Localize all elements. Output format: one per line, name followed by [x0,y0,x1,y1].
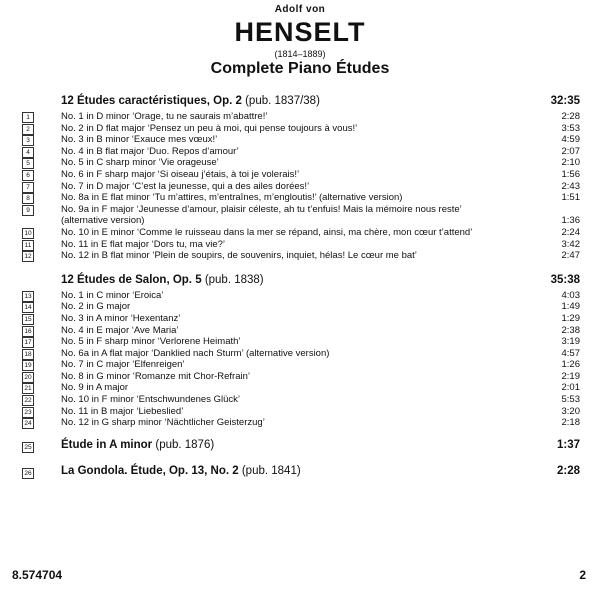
track-row [22,359,580,371]
section-title: 12 Études de Salon, Op. 5 [61,273,202,286]
track-row [22,169,580,181]
single-track-duration: 2:28 [556,464,580,477]
track-number: 3 [22,135,34,146]
track-row [22,336,580,348]
track-title: No. 8 in G minor ‘Romanze mit Chor-Refrain’ [61,370,251,382]
track-title: No. 3 in B minor ‘Exauce mes vœux!’ [61,134,218,146]
track-row [22,382,580,394]
track-listing [22,95,580,481]
track-row [22,157,580,169]
track-duration: 4:59 [561,134,580,146]
track-number: 1 [22,112,34,123]
track-title: No. 2 in G major [61,301,131,313]
track-duration: 2:28 [561,111,580,122]
track-row [22,371,580,383]
track-number: 9 [22,205,34,216]
track-number: 7 [22,182,34,193]
single-track [22,439,580,455]
track-duration: 2:43 [561,180,580,192]
track-row [22,313,580,325]
track-number: 13 [22,291,34,302]
track-row [22,348,580,360]
section-title: 12 Études caractéristiques, Op. 2 [61,95,242,107]
track-number: 18 [22,349,34,360]
track-duration: 4:57 [561,347,580,359]
track-row [22,227,580,239]
track-title: No. 10 in F minor ‘Entschwundenes Glück’ [61,394,240,406]
track-row [22,204,580,227]
track-number: 8 [22,193,34,204]
single-track-pub: (pub. 1841) [241,464,301,477]
track-title: No. 12 in B flat minor ‘Plein de soupirs, de souvenirs, inquiet, hélas! Le cœur me bat’ [61,250,417,262]
track-duration: 3:19 [561,336,580,348]
single-track-title: Étude in A minor [61,438,153,451]
single-track-title: La Gondola. Étude, Op. 13, No. 2 [61,464,239,477]
single-track [22,465,580,481]
track-duration: 1:56 [561,168,580,180]
track-title: No. 1 in C minor ‘Eroica’ [61,289,164,301]
page-number: 2 [579,568,586,582]
album-title: Complete Piano Études [210,60,390,77]
section-total-duration: 32:35 [550,95,580,107]
track-row [22,181,580,193]
track-title: No. 8a in E flat minor ‘Tu m’attires, m’entraînes, m’engloutis!’ (alternative version) [61,192,403,204]
track-duration: 2:18 [561,417,580,429]
track-row [22,406,580,418]
catalog-number: 8.574704 [12,568,63,582]
track-number: 15 [22,314,34,325]
track-title: No. 4 in B flat major ‘Duo. Repos d’amour’ [61,145,239,157]
track-title: No. 10 in E minor ‘Comme le ruisseau dans la mer se répand, ainsi, ma chère, mon cœur t’attend’ [61,226,473,238]
track-duration: 3:53 [561,122,580,134]
track-number: 24 [22,418,34,429]
track-title: No. 5 in F sharp minor ‘Verlorene Heimath’ [61,336,241,348]
section-heading [61,95,580,111]
track-row [22,301,580,313]
track-number: 16 [22,326,34,337]
track-duration: 3:20 [561,405,580,417]
track-number: 4 [22,147,34,158]
section-tracks [22,290,580,429]
section-pub: (pub. 1838) [204,273,264,286]
track-title: No. 3 in A minor ‘Hexentanz’ [61,312,181,324]
track-number: 5 [22,158,34,169]
track-number: 21 [22,383,34,394]
track-title: No. 2 in D flat major ‘Pensez un peu à moi, qui pense toujours à vous!’ [61,122,358,134]
track-duration: 2:10 [561,157,580,169]
track-number: 17 [22,337,34,348]
section-total-duration: 35:38 [550,273,580,286]
track-duration: 2:24 [561,226,580,238]
track-duration: 1:29 [561,312,580,324]
track-duration: 5:53 [561,394,580,406]
single-track-pub: (pub. 1876) [155,438,215,451]
track-duration: 2:19 [561,370,580,382]
track-title: No. 7 in C major ‘Elfenreigen’ [61,359,185,371]
single-track-duration: 1:37 [556,438,580,451]
track-row [22,111,580,123]
track-duration: 3:42 [561,238,580,250]
track-row [22,250,580,262]
track-title: No. 9a in F major ‘Jeunesse d’amour, plaisir céleste, ah tu t’enfuis! Mais la mémoire nous reste’ (alternative version) [61,203,462,227]
track-duration: 2:01 [561,382,580,394]
track-row [22,417,580,429]
track-number: 2 [22,124,34,135]
section-tracks [22,111,580,262]
track-title: No. 11 in B major ‘Liebeslied’ [61,405,184,417]
track-title: No. 9 in A major [61,382,129,394]
track-title: No. 11 in E flat major ‘Dors tu, ma vie?’ [61,238,226,250]
track-title: No. 12 in G sharp minor ‘Nächtlicher Geisterzug’ [61,417,265,429]
track-row [22,239,580,251]
track-title: No. 4 in E major ‘Ave Maria’ [61,324,179,336]
track-number: 22 [22,395,34,406]
section-pub: (pub. 1837/38) [245,95,320,107]
track-duration: 1:36 [561,215,580,227]
track-number: 11 [22,240,34,251]
track-title: No. 6 in F sharp major ‘Si oiseau j’étais, à toi je volerais!’ [61,168,300,180]
composer-dates: (1814–1889) [274,49,326,59]
track-duration: 4:03 [561,289,580,301]
track-number: 12 [22,251,34,262]
track-number: 6 [22,170,34,181]
track-row [22,290,580,302]
track-row [22,146,580,158]
track-duration: 1:26 [561,359,580,371]
section-heading [61,274,580,290]
track-number: 19 [22,360,34,371]
track-title: No. 5 in C sharp minor ‘Vie orageuse’ [61,157,219,169]
track-duration: 2:47 [561,250,580,262]
track-duration: 2:07 [561,145,580,157]
track-title: No. 1 in D minor ‘Orage, tu ne saurais m’abattre!’ [61,111,268,122]
track-row [22,123,580,135]
track-number: 25 [22,442,34,453]
track-duration: 1:49 [561,301,580,313]
track-title: No. 7 in D major ‘C’est la jeunesse, qui a des ailes dorées!’ [61,180,310,192]
composer-last-name: HENSELT [234,17,366,47]
track-number: 14 [22,302,34,313]
track-number: 10 [22,228,34,239]
track-number: 26 [22,468,34,479]
track-row [22,394,580,406]
track-number: 23 [22,407,34,418]
track-row [22,325,580,337]
track-title: No. 6a in A flat major ‘Danklied nach Sturm’ (alternative version) [61,347,330,359]
track-number: 20 [22,372,34,383]
track-duration: 2:38 [561,324,580,336]
track-row [22,192,580,204]
track-row [22,134,580,146]
track-duration: 1:51 [561,192,580,204]
composer-first-name: Adolf von [274,4,326,15]
